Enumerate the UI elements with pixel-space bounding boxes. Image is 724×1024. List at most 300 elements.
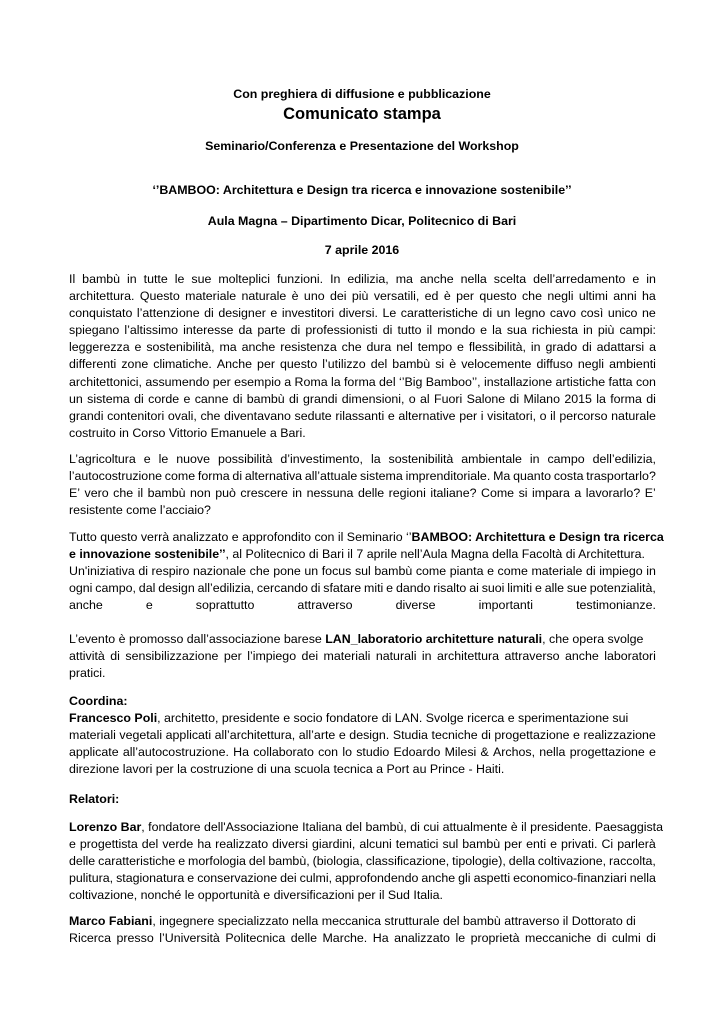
word: economico-finanziari (513, 871, 627, 886)
word: presso (116, 931, 154, 946)
word: di (646, 931, 656, 946)
word: di (134, 391, 144, 406)
word: l’autocostruzione (69, 469, 162, 484)
word: tipologie), (452, 854, 506, 869)
word: Un'iniziativa (69, 564, 135, 579)
word: ma (219, 340, 237, 355)
paragraph-line (69, 408, 656, 425)
event-date: 7 aprile 2016 (324, 243, 400, 257)
word: e (134, 340, 142, 355)
word: differenti (69, 357, 117, 372)
word: naturali (375, 649, 417, 664)
word: sul (354, 564, 371, 579)
person-name: Marco Fabiani (69, 914, 153, 928)
coordinator-section (69, 693, 656, 778)
word: naturale (241, 289, 287, 304)
word: di (646, 391, 656, 406)
word: un (69, 391, 83, 406)
word: che (200, 408, 221, 423)
word: alternativa (244, 469, 303, 484)
word: spiegano (69, 323, 120, 338)
paragraph-line (69, 597, 656, 614)
word: un (304, 564, 319, 579)
word: nella (460, 272, 487, 286)
word: all’autocostruzione. (122, 745, 229, 760)
word: il (426, 323, 433, 338)
paragraph-line (69, 391, 656, 408)
word: di (582, 340, 592, 355)
document-subtitle: Seminario/Conferenza e Presentazione del Workshop (205, 139, 519, 153)
word: sua (506, 323, 527, 338)
text-run: , ingegnere specializzato nella meccanica strutturale del bambù attraverso il Dottorato di (152, 914, 636, 928)
word: l’Università (159, 931, 220, 946)
word: lavorarlo? (585, 486, 641, 501)
paragraph-line (69, 648, 656, 665)
word: studio (356, 745, 390, 760)
word: negli (547, 289, 574, 304)
word: trasportarlo? (586, 469, 656, 484)
word: architettonici, (69, 374, 143, 389)
word: realizzazione (583, 728, 656, 743)
word: negli (577, 357, 605, 372)
word: Archos, (493, 745, 536, 760)
word: di (110, 649, 120, 664)
word: bambù (462, 837, 501, 852)
paragraph-line (69, 468, 656, 485)
word: contenitori (107, 408, 165, 423)
word: del (141, 837, 159, 852)
word: diffuso (536, 357, 573, 372)
word: grandi (302, 391, 338, 406)
word: proprietà (470, 931, 520, 946)
word: Salone (466, 391, 506, 406)
word: caratteristiche (400, 306, 478, 321)
word: delle (69, 854, 96, 869)
word: di (509, 391, 520, 406)
word: focus (321, 564, 352, 579)
word: ovali, (167, 408, 197, 423)
word: enti (526, 837, 547, 852)
word: attraverso (504, 649, 560, 664)
word: culmi, (299, 871, 333, 886)
word: sostenibilità, (146, 340, 215, 355)
word: la (492, 323, 502, 338)
word: all’edilizia, (197, 581, 255, 596)
word: grado (545, 340, 578, 355)
word: ed (424, 289, 439, 304)
word: anche (419, 272, 454, 286)
document-title: Comunicato stampa (283, 105, 441, 123)
word: conquistato (69, 306, 133, 321)
word: edilizia, (347, 272, 389, 286)
paragraph-line: direzione lavori per la costruzione di una scuola tecnica a Port au Prince - Haiti. (69, 762, 505, 777)
word: le (158, 452, 169, 466)
word: corde (148, 391, 180, 406)
paragraph-line: costruito in Corso Vittorio Emanuele a Bari. (69, 425, 306, 440)
word: i (480, 408, 484, 423)
text-run: , architetto, presidente e socio fondatore di LAN. Svolge ricerca e sperimentazione sui (157, 711, 629, 726)
word: attività (69, 649, 105, 664)
word: Roma (294, 374, 328, 389)
word: Il (69, 272, 76, 286)
word: caratteristiche (98, 854, 176, 869)
word: per (459, 408, 478, 423)
word: Fuori (434, 391, 463, 406)
word: progettazione (569, 745, 645, 760)
word: dando (395, 581, 431, 596)
word: e (338, 728, 346, 743)
word: e (534, 581, 542, 596)
word: dei (280, 871, 297, 886)
word: Ci (601, 837, 614, 852)
word: design (158, 581, 195, 596)
word: installazione (483, 374, 553, 389)
word: materiali (69, 728, 116, 743)
seminar-title-bold: BAMBOO: Architettura e Design tra ricerca (411, 530, 664, 544)
word: architettura (437, 649, 500, 664)
questions-paragraph (69, 451, 656, 519)
word: sostenibilità (388, 452, 454, 466)
word: di (310, 581, 321, 596)
word: velocemente (461, 357, 532, 372)
paragraph-line (69, 836, 656, 853)
word: Ricerca (69, 931, 111, 946)
word: suoi (481, 581, 505, 596)
word: fatta (608, 374, 633, 389)
word: che (113, 486, 134, 501)
word: dell’edilizia, (592, 452, 656, 466)
word: in (530, 340, 541, 355)
word: sistema (87, 391, 130, 406)
word: per (257, 357, 275, 372)
word: e (178, 854, 186, 869)
word: in (646, 564, 656, 579)
organization-name: LAN_laboratorio architetture naturali (325, 632, 543, 646)
word: e (187, 871, 195, 886)
paragraph-line (69, 322, 656, 339)
speaker-bar (69, 819, 664, 904)
word: nella (629, 871, 656, 886)
word: la (596, 391, 606, 406)
word: e (632, 272, 640, 286)
word: climatiche. (153, 357, 212, 372)
word: possibilità (217, 452, 273, 466)
word: dei (329, 289, 347, 304)
word: bambù (392, 357, 431, 372)
word: nella (539, 745, 566, 760)
word: investitori (281, 306, 335, 321)
word: architettura. (69, 289, 135, 304)
word: delle (357, 486, 385, 501)
word: diversi (272, 837, 308, 852)
word: materiale (531, 564, 583, 579)
word: con (635, 374, 656, 389)
word: di (204, 306, 214, 321)
word: Le (382, 306, 397, 321)
word: a (284, 374, 292, 389)
word: di (481, 728, 491, 743)
word: diverse (395, 598, 436, 613)
word: Ha (372, 931, 389, 946)
word: tecniche (431, 728, 478, 743)
word: esempio (234, 374, 281, 389)
word: delle (290, 931, 317, 946)
word: l’impiego (247, 649, 297, 664)
word: impiego (599, 564, 643, 579)
word: della (508, 854, 535, 869)
word: nel (396, 340, 413, 355)
word: e (457, 340, 464, 355)
word: forma (197, 469, 230, 484)
word: e (649, 745, 656, 760)
word: all’attuale (304, 469, 358, 484)
event-venue: Aula Magna – Dipartimento Dicar, Politecnico di Bari (207, 214, 517, 228)
paragraph-line (69, 913, 656, 930)
paragraph-line (69, 853, 656, 870)
word: bambù (82, 272, 121, 286)
word: di (585, 564, 596, 579)
word: al (420, 391, 430, 406)
word: visitatori, (487, 408, 537, 423)
word: e (145, 598, 153, 613)
word: l’attenzione (136, 306, 200, 321)
word: culmi (611, 931, 641, 946)
word: diversi. (338, 306, 378, 321)
word: rilassanti (335, 408, 385, 423)
word: l’utilizzo (322, 357, 366, 372)
word: potenzialità, (589, 581, 656, 596)
word: sistema (360, 469, 403, 484)
word: ma (395, 272, 413, 286)
word: che (521, 289, 542, 304)
word: italiane? (430, 486, 477, 501)
word: è (291, 289, 299, 304)
word: per (223, 649, 242, 664)
word: di (138, 564, 148, 579)
paragraph-line (69, 563, 656, 580)
word: in (583, 323, 593, 338)
word: che (249, 564, 270, 579)
word: progettista (79, 837, 138, 852)
word: lo (342, 745, 352, 760)
word: come (415, 564, 447, 579)
word: d’investimento, (280, 452, 363, 466)
word: crescere (240, 486, 288, 501)
word: non (190, 486, 211, 501)
word: e (487, 564, 494, 579)
word: anche (421, 871, 456, 886)
word: sedute (294, 408, 332, 423)
word: resistenza (280, 340, 337, 355)
word: richiesta (531, 323, 579, 338)
word: forma (343, 374, 376, 389)
word: legno (514, 306, 546, 321)
word: ha (197, 837, 212, 852)
word: ‘’Big (398, 374, 423, 389)
word: E’ (644, 486, 656, 501)
word: importanti (478, 598, 533, 613)
word: ha (642, 289, 656, 304)
word: o (408, 391, 416, 406)
paragraph-line: coltivazione, nonché le opportunità e diversificazioni per il Sud Italia. (69, 888, 444, 903)
word: a (574, 486, 582, 501)
word: regioni (388, 486, 426, 501)
word: anni (613, 289, 637, 304)
word: quanto (513, 469, 552, 484)
word: alternative (398, 408, 456, 423)
word: progettazione (494, 728, 570, 743)
word: parlerà (617, 837, 656, 852)
paragraph-line (69, 305, 656, 322)
word: materiale (185, 289, 237, 304)
word: designer (218, 306, 266, 321)
word: del (248, 854, 266, 869)
word: il (550, 408, 556, 423)
word: anche (69, 598, 103, 613)
word: Politecnica (225, 931, 286, 946)
word: stagionatura (116, 871, 185, 886)
word: dura (366, 340, 392, 355)
word: di (596, 931, 607, 946)
word: ambientale (461, 452, 522, 466)
text-run: , che opera svolge (542, 632, 644, 646)
word: zone (121, 357, 149, 372)
word: 2015 (564, 391, 592, 406)
paragraph-line (69, 529, 664, 546)
word: del (370, 357, 388, 372)
section-heading: Coordina: (69, 694, 128, 708)
section-heading: Relatori: (69, 792, 120, 806)
word: sue (191, 272, 212, 286)
text-run: L’evento è promosso dall’associazione barese (69, 632, 326, 646)
word: respiro (151, 564, 190, 579)
paragraph-line (69, 870, 656, 887)
text-run: Tutto questo verrà analizzato e approfondito con il Seminario ‘’ (69, 530, 412, 544)
word: Milesi (444, 745, 477, 760)
word: in (127, 272, 137, 286)
word: uno (303, 289, 325, 304)
word: tutte (143, 272, 168, 286)
word: ne (641, 306, 656, 321)
word: ogni (69, 581, 93, 596)
word: artistiche (555, 374, 606, 389)
word: di (290, 323, 301, 338)
word: più (597, 323, 615, 338)
word: morfologia (188, 854, 246, 869)
word: L’agricoltura (69, 452, 136, 466)
word: e (69, 837, 76, 852)
word: si (518, 486, 528, 501)
word: naturale (611, 408, 656, 423)
word: canne (194, 391, 229, 406)
word: all’arte (298, 728, 336, 743)
word: per (504, 837, 523, 852)
word: la (330, 374, 341, 389)
word: applicate (69, 745, 119, 760)
word: e (480, 323, 488, 338)
word: Marche. (322, 931, 368, 946)
word: attraverso (297, 598, 353, 613)
paragraph-line (69, 930, 656, 947)
word: sul (442, 837, 459, 852)
word: meccaniche (525, 931, 592, 946)
distribution-note: Con preghiera di diffusione e pubblicazione (233, 87, 491, 101)
word: adattarsi (596, 340, 645, 355)
word: di (289, 391, 299, 406)
word: così (580, 306, 604, 321)
word: con (318, 745, 339, 760)
word: Studia (392, 728, 428, 743)
word: in (646, 272, 656, 286)
word: Come (481, 486, 515, 501)
word: di (232, 469, 243, 484)
word: di (232, 391, 243, 406)
word: coltivazione, (537, 854, 607, 869)
word: e (270, 306, 278, 321)
event-title: ‘’BAMBOO: Architettura e Design tra ricerca e innovazione sostenibile’’ (152, 183, 572, 197)
word: può (215, 486, 236, 501)
word: le (174, 272, 185, 286)
word: campo, (95, 581, 136, 596)
word: approfondendo (335, 871, 419, 886)
word: (biologia, (312, 854, 363, 869)
word: di (482, 306, 493, 321)
text-run: , fondatore dell'Associazione Italiana del bambù, di cui attualmente è il presidente. Paesaggista (141, 820, 664, 834)
paragraph-line (69, 727, 656, 744)
word: la (370, 452, 381, 466)
paragraph-line (69, 744, 656, 761)
word: nuove (176, 452, 210, 466)
word: più (351, 289, 369, 304)
word: ai (469, 581, 479, 596)
word: imprenditoriale. (405, 469, 491, 484)
word: percorso (559, 408, 608, 423)
word: Ma (493, 469, 511, 484)
word: analizzato (394, 931, 450, 946)
word: alcuni (359, 837, 392, 852)
word: alle (544, 581, 564, 596)
word: campi: (619, 323, 656, 338)
word: per (456, 289, 475, 304)
word: e (386, 581, 394, 596)
seminar-paragraph (69, 529, 664, 614)
word: funzioni. (276, 272, 324, 286)
word: e (183, 391, 191, 406)
word: testimonianze. (576, 598, 656, 613)
word: dell’arredamento (533, 272, 626, 286)
word: assumendo (145, 374, 210, 389)
text-run: , al Politecnico di Bari il 7 aprile nell’Aula Magna della Facoltà di Architettura. (225, 547, 645, 562)
seminar-title-bold: e innovazione sostenibile’’ (69, 547, 226, 562)
word: soprattutto (195, 598, 255, 613)
word: ambienti (609, 357, 656, 372)
word: parte (257, 323, 286, 338)
word: bambù (246, 391, 285, 406)
word: un (496, 306, 511, 321)
word: come (164, 469, 196, 484)
word: ultimi (578, 289, 608, 304)
word: forma (610, 391, 642, 406)
word: a (649, 340, 656, 355)
word: molteplici (218, 272, 270, 286)
word: del (379, 374, 396, 389)
paragraph-line (69, 710, 656, 727)
word: realizzato (215, 837, 269, 852)
paragraph-line: resistente come l’acciaio? (69, 503, 211, 518)
word: sue (566, 581, 587, 596)
word: l’altissimo (124, 323, 179, 338)
word: è (449, 357, 457, 372)
